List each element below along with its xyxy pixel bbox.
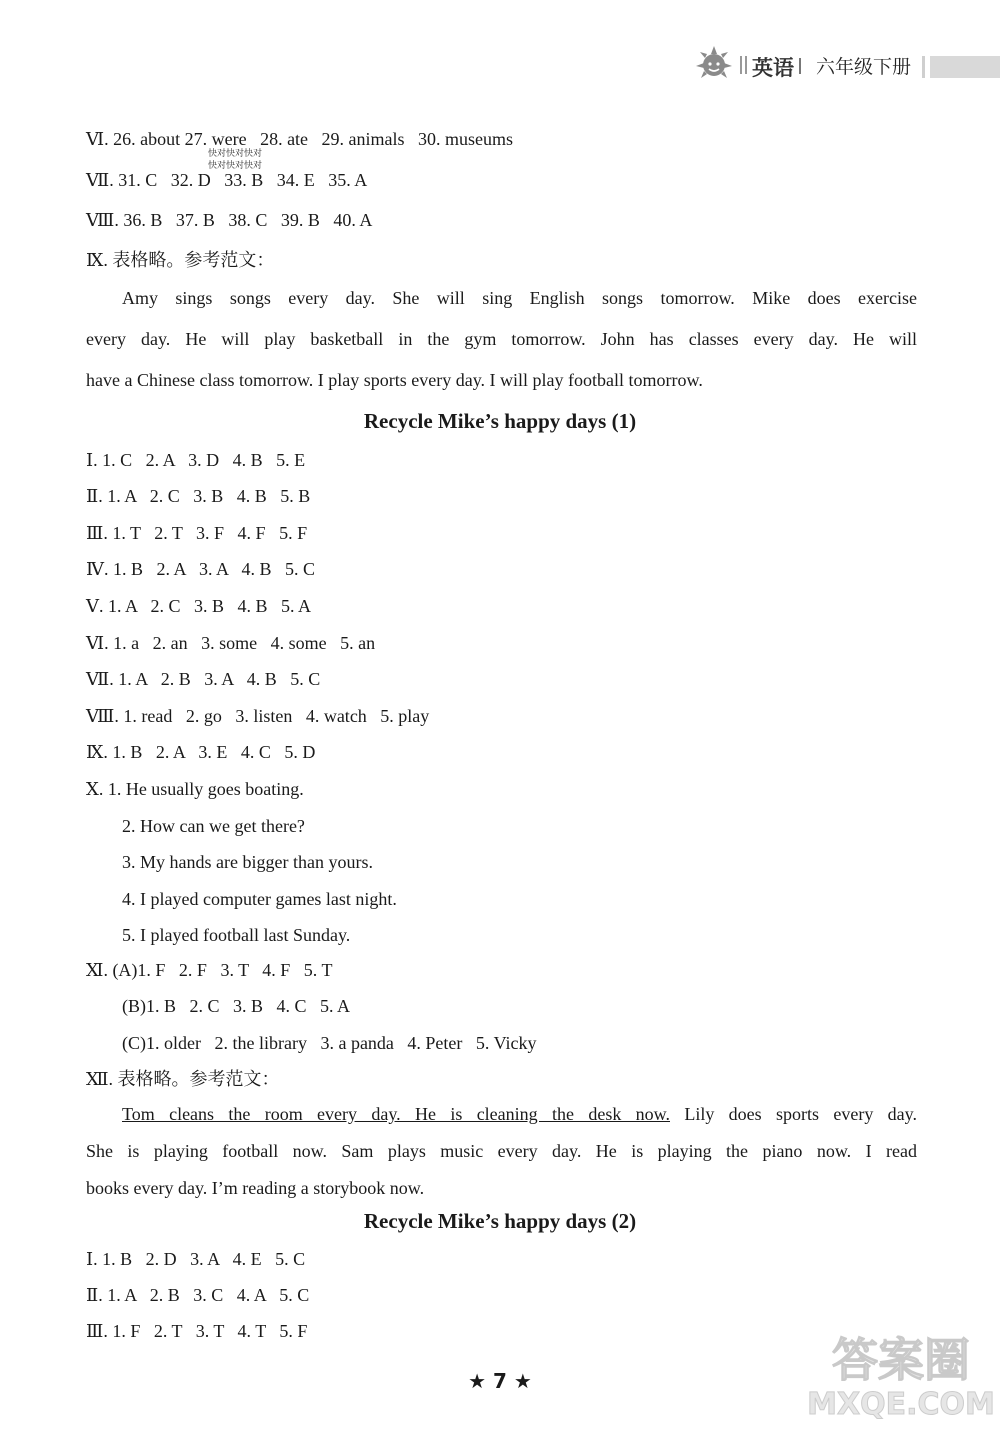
answer-line: Ⅴ. 1. A 2. C 3. B 4. B 5. A <box>86 596 312 616</box>
handwritten-note: 快对快对快对 快对快对快对 <box>208 149 263 171</box>
essay-line: have a Chinese class tomorrow. I play sports every day. I will play football tomorrow. <box>86 370 703 390</box>
essay-text: Lily does sports every day. <box>670 1104 917 1124</box>
watermark-logo <box>806 1318 996 1424</box>
answer-line: Ⅱ. 1. A 2. C 3. B 4. B 5. B <box>86 486 311 506</box>
header-decoration <box>922 56 925 78</box>
page-number: ★ 7 ★ <box>468 1369 532 1393</box>
answer-line: Ⅶ. 1. A 2. B 3. A 4. B 5. C <box>86 669 321 689</box>
section-title-unit-1: Recycle Mike’s happy days (1) <box>363 409 637 433</box>
header-subject: 英语 <box>752 56 794 80</box>
answer-line: Ⅰ. 1. B 2. D 3. A 4. E 5. C <box>86 1249 306 1269</box>
answer-line-vi: Ⅵ. 26. about 27. were 28. ate 29. animals 30. museums <box>86 129 514 149</box>
mascot-sun-icon <box>694 44 734 84</box>
answer-line: Ⅹ. 1. He usually goes boating. <box>86 779 304 799</box>
underlined-example: Tom cleans the room every day. He is cleaning the desk now. <box>122 1104 670 1124</box>
sample-essay-1 <box>86 278 917 401</box>
sample-essay-2 <box>86 1096 917 1207</box>
essay-line: Amy sings songs every day. She will sing English songs tomorrow. Mike does exercise <box>122 288 917 308</box>
answer-subline: 3. My hands are bigger than yours. <box>122 852 373 872</box>
header-separator <box>799 58 801 74</box>
essay-line: books every day. I’m reading a storybook now. <box>86 1178 425 1198</box>
header-decoration-bar <box>930 56 1000 78</box>
answer-line: Ⅲ. 1. T 2. T 3. F 4. F 5. F <box>86 523 308 543</box>
answer-line-viii: Ⅷ. 36. B 37. B 38. C 39. B 40. A <box>86 210 373 230</box>
essay-line: She is playing football now. Sam plays music every day. He is playing the piano now. I read <box>86 1141 917 1161</box>
answer-line: Ⅳ. 1. B 2. A 3. A 4. B 5. C <box>86 559 316 579</box>
essay-line <box>86 1096 917 1133</box>
answer-line-ix: Ⅸ. 表格略。参考范文： <box>86 250 275 270</box>
answer-line: Ⅰ. 1. C 2. A 3. D 4. B 5. E <box>86 450 306 470</box>
answer-line: Ⅷ. 1. read 2. go 3. listen 4. watch 5. play <box>86 706 430 726</box>
answer-line: Ⅻ. 表格略。参考范文： <box>86 1069 280 1089</box>
answer-line: Ⅲ. 1. F 2. T 3. T 4. T 5. F <box>86 1321 308 1341</box>
answer-line-vii: Ⅶ. 31. C 32. D 33. B 34. E 35. A <box>86 170 368 190</box>
essay-line: every day. He will play basketball in the gym tomorrow. John has classes every day. He will <box>86 329 917 349</box>
answer-line: Ⅵ. 1. a 2. an 3. some 4. some 5. an <box>86 633 376 653</box>
section-title-unit-2: Recycle Mike’s happy days (2) <box>363 1209 637 1233</box>
svg-text:答案圈: 答案圈 <box>832 1333 970 1387</box>
answer-subline: (C)1. older 2. the library 3. a panda 4. Peter 5. Vicky <box>122 1033 537 1053</box>
page-header <box>690 44 1000 86</box>
answer-subline: (B)1. B 2. C 3. B 4. C 5. A <box>122 996 351 1016</box>
answer-subline: 2. How can we get there? <box>122 816 305 836</box>
answer-line: Ⅸ. 1. B 2. A 3. E 4. C 5. D <box>86 742 316 762</box>
answer-subline: 5. I played football last Sunday. <box>122 925 351 945</box>
svg-text:MXQE.COM: MXQE.COM <box>807 1387 995 1422</box>
answer-line: Ⅱ. 1. A 2. B 3. C 4. A 5. C <box>86 1285 310 1305</box>
header-grade: 六年级下册 <box>816 56 912 78</box>
answer-subline: 4. I played computer games last night. <box>122 889 397 909</box>
answer-line: Ⅺ. (A)1. F 2. F 3. T 4. F 5. T <box>86 960 333 980</box>
